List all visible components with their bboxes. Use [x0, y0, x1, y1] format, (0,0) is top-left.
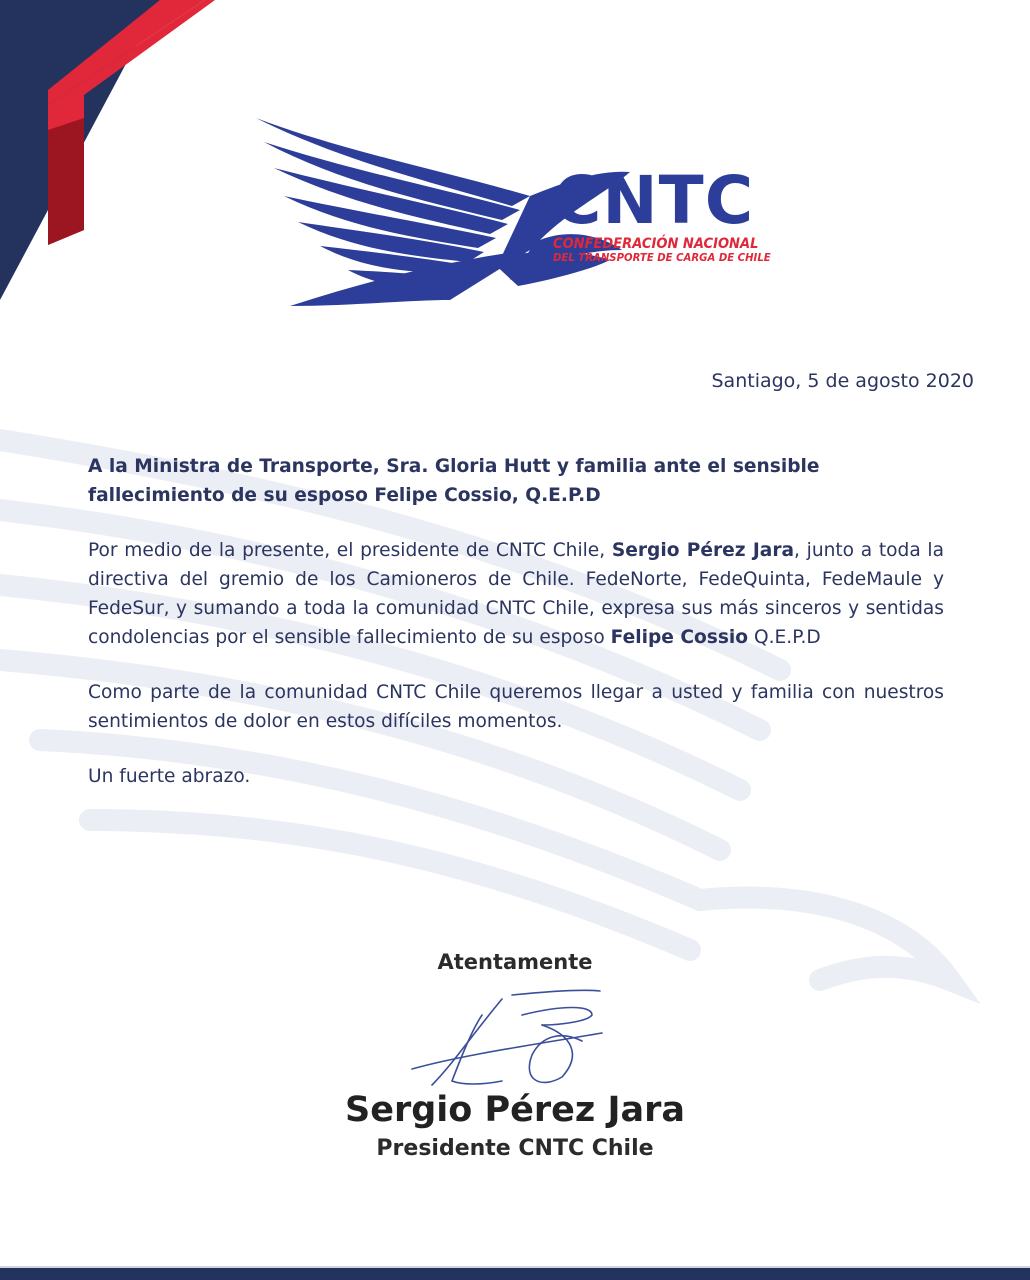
corner-decoration — [0, 0, 260, 320]
footer-bar — [0, 1268, 1030, 1280]
letter-date: Santiago, 5 de agosto 2020 — [711, 370, 974, 392]
logo-brand: CNTC — [553, 162, 755, 239]
letter-paragraph-3: Un fuerte abrazo. — [88, 766, 251, 787]
cntc-logo-text — [553, 162, 790, 265]
p1-text-c: , junto a toda la directiva del gremio de los Camioneros de Chile. FedeNorte, FedeQuinta, FedeMaule y FedeSur, y sumando a toda la comunidad CNTC Chile, expresa sus más sinceros y sentidas condolencias por el sensible fallecimiento de su esposo — [88, 540, 944, 648]
letter-paragraph-2: Como parte de la comunidad CNTC Chile queremos llegar a usted y familia con nuestros sentimientos de dolor en estos difíciles momentos. — [88, 682, 944, 732]
letter-body — [88, 452, 944, 817]
logo-line-1: CONFEDERACIÓN NACIONAL — [553, 236, 759, 252]
signer-title: Presidente CNTC Chile — [376, 1136, 654, 1161]
letter-heading: A la Ministra de Transporte, Sra. Gloria Hutt y familia ante el sensible fallecimiento de su esposo Felipe Cossio, Q.E.P.D — [88, 456, 820, 506]
p1-name-bold: Sergio Pérez Jara — [611, 540, 795, 561]
p1-text-e: Q.E.P.D — [748, 627, 821, 648]
signer-name: Sergio Pérez Jara — [345, 1090, 685, 1130]
handwritten-signature — [392, 985, 622, 1100]
p1-text-a: Por medio de la presente, el presidente de CNTC Chile, — [88, 540, 612, 561]
letter-paragraph-1 — [88, 536, 944, 652]
letter-closing: Atentamente — [437, 950, 593, 974]
p1-deceased-bold: Felipe Cossio — [610, 627, 749, 648]
logo-line-2: DEL TRANSPORTE DE CARGA DE CHILE — [553, 251, 771, 265]
